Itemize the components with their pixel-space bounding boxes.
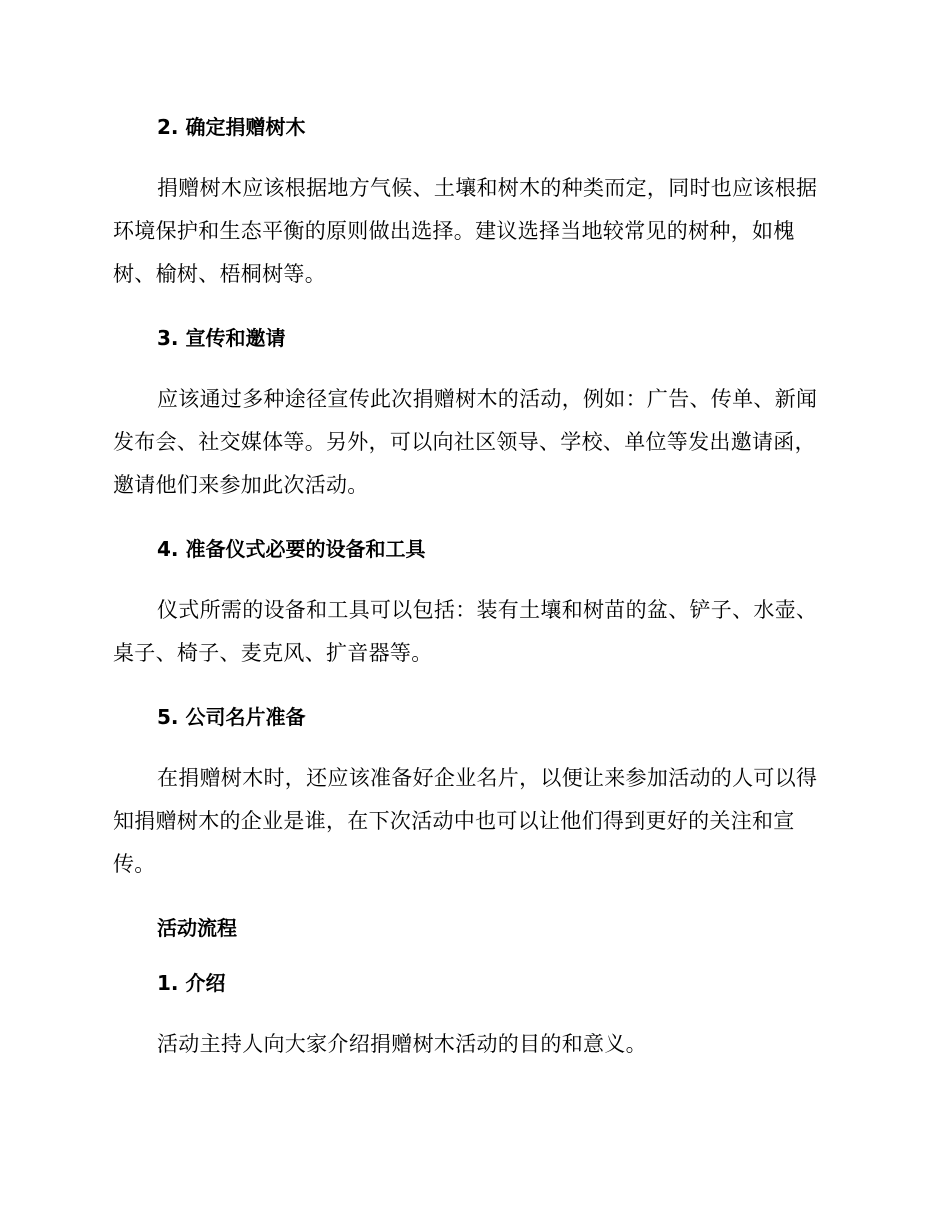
section-paragraph-business-cards: 在捐赠树木时，还应该准备好企业名片，以便让来参加活动的人可以得知捐赠树木的企业是谁，在下次活动中也可以让他们得到更好的关注和宣传。 [113, 766, 818, 876]
process-step-paragraph-introduction: 活动主持人向大家介绍捐赠树木活动的目的和意义。 [157, 1032, 647, 1056]
document-body [113, 112, 833, 1066]
process-step-heading-introduction: 1. 介绍 [157, 971, 226, 995]
section-heading-promotion-invitation: 3. 宣传和邀请 [157, 326, 286, 350]
section-paragraph-ceremony-equipment: 仪式所需的设备和工具可以包括：装有土壤和树苗的盆、铲子、水壶、桌子、椅子、麦克风、扩音器等。 [113, 598, 818, 665]
section-heading-determine-trees: 2. 确定捐赠树木 [157, 115, 306, 139]
section-heading-business-cards: 5. 公司名片准备 [157, 705, 306, 729]
section-paragraph-determine-trees: 捐赠树木应该根据地方气候、土壤和树木的种类而定，同时也应该根据环境保护和生态平衡的原则做出选择。建议选择当地较常见的树种，如槐树、榆树、梧桐树等。 [113, 176, 818, 286]
section-paragraph-promotion-invitation: 应该通过多种途径宣传此次捐赠树木的活动，例如：广告、传单、新闻发布会、社交媒体等。另外，可以向社区领导、学校、单位等发出邀请函，邀请他们来参加此次活动。 [113, 387, 818, 497]
section-heading-ceremony-equipment: 4. 准备仪式必要的设备和工具 [157, 537, 426, 561]
process-title: 活动流程 [157, 916, 237, 940]
